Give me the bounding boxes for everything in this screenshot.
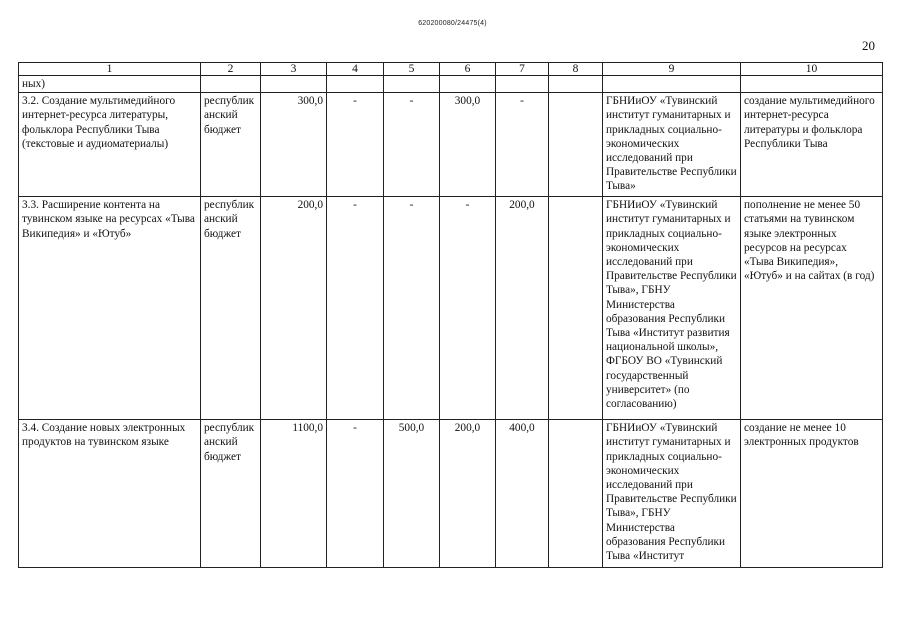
table-row (19, 420, 883, 568)
page-number: 20 (862, 38, 875, 53)
year-amount: - (384, 93, 440, 197)
table-row (19, 93, 883, 197)
header-cell: 10 (741, 63, 883, 76)
header-cell: 6 (440, 63, 496, 76)
header-cell: 1 (19, 63, 201, 76)
header-cell: 2 (201, 63, 261, 76)
expected-result: создание не менее 10 электронных продуктов (741, 420, 883, 568)
funding-source: республиканский бюджет (201, 420, 261, 568)
header-cell: 8 (549, 63, 603, 76)
year-amount: 500,0 (384, 420, 440, 568)
funding-source: республиканский бюджет (201, 197, 261, 420)
header-row (19, 63, 883, 76)
program-table (18, 62, 883, 568)
year-amount (549, 420, 603, 568)
year-amount (549, 197, 603, 420)
continuation-row (19, 76, 883, 93)
executor: ГБНИиОУ «Тувинский институт гуманитарных и прикладных социально-экономических исследований при Правительстве Республики Тыва», ГБНУ Министерства образования Республики Тыва «Институт (603, 420, 741, 568)
executor: ГБНИиОУ «Тувинский институт гуманитарных и прикладных социально-экономических исследований при Правительстве Республики Тыва», ГБНУ Министерства образования Республики Тыва «Институт развития национальной школы», ФГБОУ ВО «Тувинский государственный университет» (по согласованию) (603, 197, 741, 420)
total-amount: 200,0 (261, 197, 327, 420)
table-row (19, 197, 883, 420)
expected-result: пополнение не менее 50 статьями на тувинском языке электронных ресурсов на ресурсах «Тыва Википедия», «Ютуб» и на сайтах (в год) (741, 197, 883, 420)
header-cell: 3 (261, 63, 327, 76)
expected-result: создание мультимедийного интернет-ресурса литературы и фольклора Республики Тыва (741, 93, 883, 197)
year-amount: 200,0 (440, 420, 496, 568)
year-amount: 200,0 (496, 197, 549, 420)
year-amount: 400,0 (496, 420, 549, 568)
activity-name: 3.2. Создание мультимедийного интернет-ресурса литературы, фольклора Республики Тыва (текстовые и аудиоматериалы) (19, 93, 201, 197)
year-amount: - (327, 197, 384, 420)
activity-name: 3.3. Расширение контента на тувинском языке на ресурсах «Тыва Википедия» и «Ютуб» (19, 197, 201, 420)
executor: ГБНИиОУ «Тувинский институт гуманитарных и прикладных социально-экономических исследований при Правительстве Республики Тыва» (603, 93, 741, 197)
year-amount: - (327, 420, 384, 568)
activity-name: 3.4. Создание новых электронных продуктов на тувинском языке (19, 420, 201, 568)
year-amount (549, 93, 603, 197)
header-cell: 9 (603, 63, 741, 76)
year-amount: - (384, 197, 440, 420)
total-amount: 300,0 (261, 93, 327, 197)
year-amount: - (440, 197, 496, 420)
year-amount: - (496, 93, 549, 197)
total-amount: 1100,0 (261, 420, 327, 568)
header-cell: 4 (327, 63, 384, 76)
document-id: 620200080/24475(4) (418, 20, 487, 27)
continuation-text: ных) (19, 76, 201, 93)
header-cell: 7 (496, 63, 549, 76)
funding-source: республиканский бюджет (201, 93, 261, 197)
year-amount: 300,0 (440, 93, 496, 197)
header-cell: 5 (384, 63, 440, 76)
year-amount: - (327, 93, 384, 197)
